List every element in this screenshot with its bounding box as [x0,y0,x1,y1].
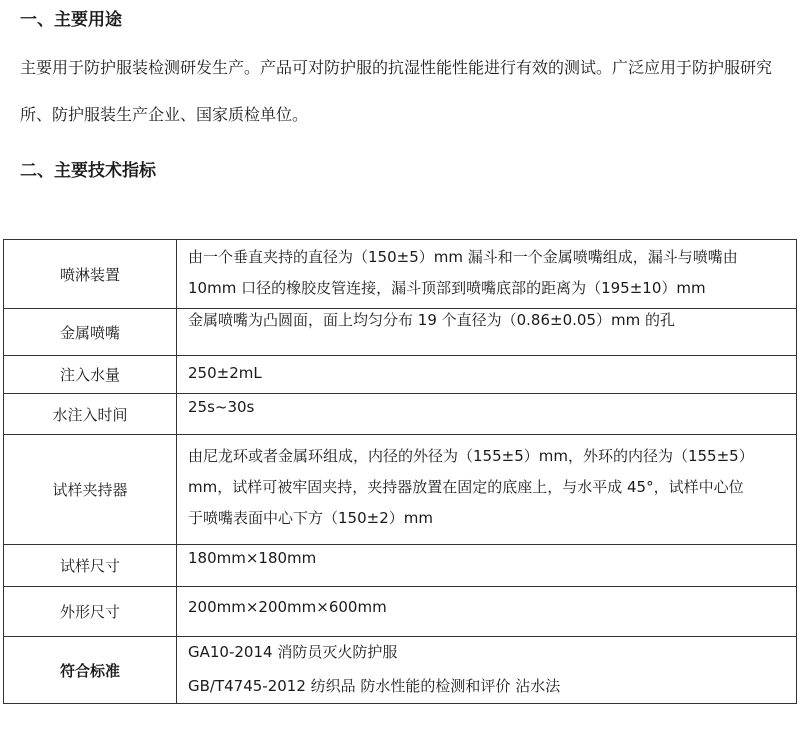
value-line: 于喷嘴表面中心下方（150±2）mm [188,509,433,527]
table-row [4,356,797,394]
value-line: 180mm×180mm [188,549,317,567]
table-row [4,545,797,587]
value-line: GA10-2014 消防员灭火防护服 [188,643,398,661]
value-line: 200mm×200mm×600mm [188,598,387,616]
row-label: 符合标准 [4,637,177,704]
table-row [4,637,797,704]
usage-paragraph: 主要用于防护服装检测研发生产。产品可对防护服的抗湿性能性能进行有效的测试。广泛应用于防护服研究所、防护服装生产企业、国家质检单位。 [20,58,773,124]
value-line: 250±2mL [188,364,262,382]
row-value [177,309,797,356]
row-label: 金属喷嘴 [4,309,177,356]
spec-table [3,239,797,704]
row-label: 水注入时间 [4,394,177,435]
section-heading-specs: 二、主要技术指标 [20,161,156,181]
row-value [177,637,797,704]
value-line: 25s~30s [188,398,255,416]
row-label: 试样尺寸 [4,545,177,587]
row-label: 外形尺寸 [4,587,177,637]
row-value [177,587,797,637]
row-value [177,356,797,394]
value-line: 由尼龙环或者金属环组成，内径的外径为（155±5）mm，外环的内径为（155±5） [188,447,754,465]
table-row [4,587,797,637]
value-line: mm，试样可被牢固夹持，夹持器放置在固定的底座上，与水平成 45°，试样中心位 [188,478,744,496]
table-row [4,435,797,545]
value-line: 金属喷嘴为凸圆面，面上均匀分布 19 个直径为（0.86±0.05）mm 的孔 [188,311,675,329]
row-value [177,240,797,309]
section-heading-usage: 一、主要用途 [20,10,122,30]
value-line: 由一个垂直夹持的直径为（150±5）mm 漏斗和一个金属喷嘴组成，漏斗与喷嘴由 [188,248,738,266]
table-row [4,394,797,435]
table-row [4,309,797,356]
row-value [177,435,797,545]
row-value [177,545,797,587]
row-label: 注入水量 [4,356,177,394]
row-label: 试样夹持器 [4,435,177,545]
row-value [177,394,797,435]
row-label: 喷淋装置 [4,240,177,309]
table-row [4,240,797,309]
value-line: 10mm 口径的橡胶皮管连接，漏斗顶部到喷嘴底部的距离为（195±10）mm [188,279,706,297]
value-line: GB/T4745-2012 纺织品 防水性能的检测和评价 沾水法 [188,677,561,695]
